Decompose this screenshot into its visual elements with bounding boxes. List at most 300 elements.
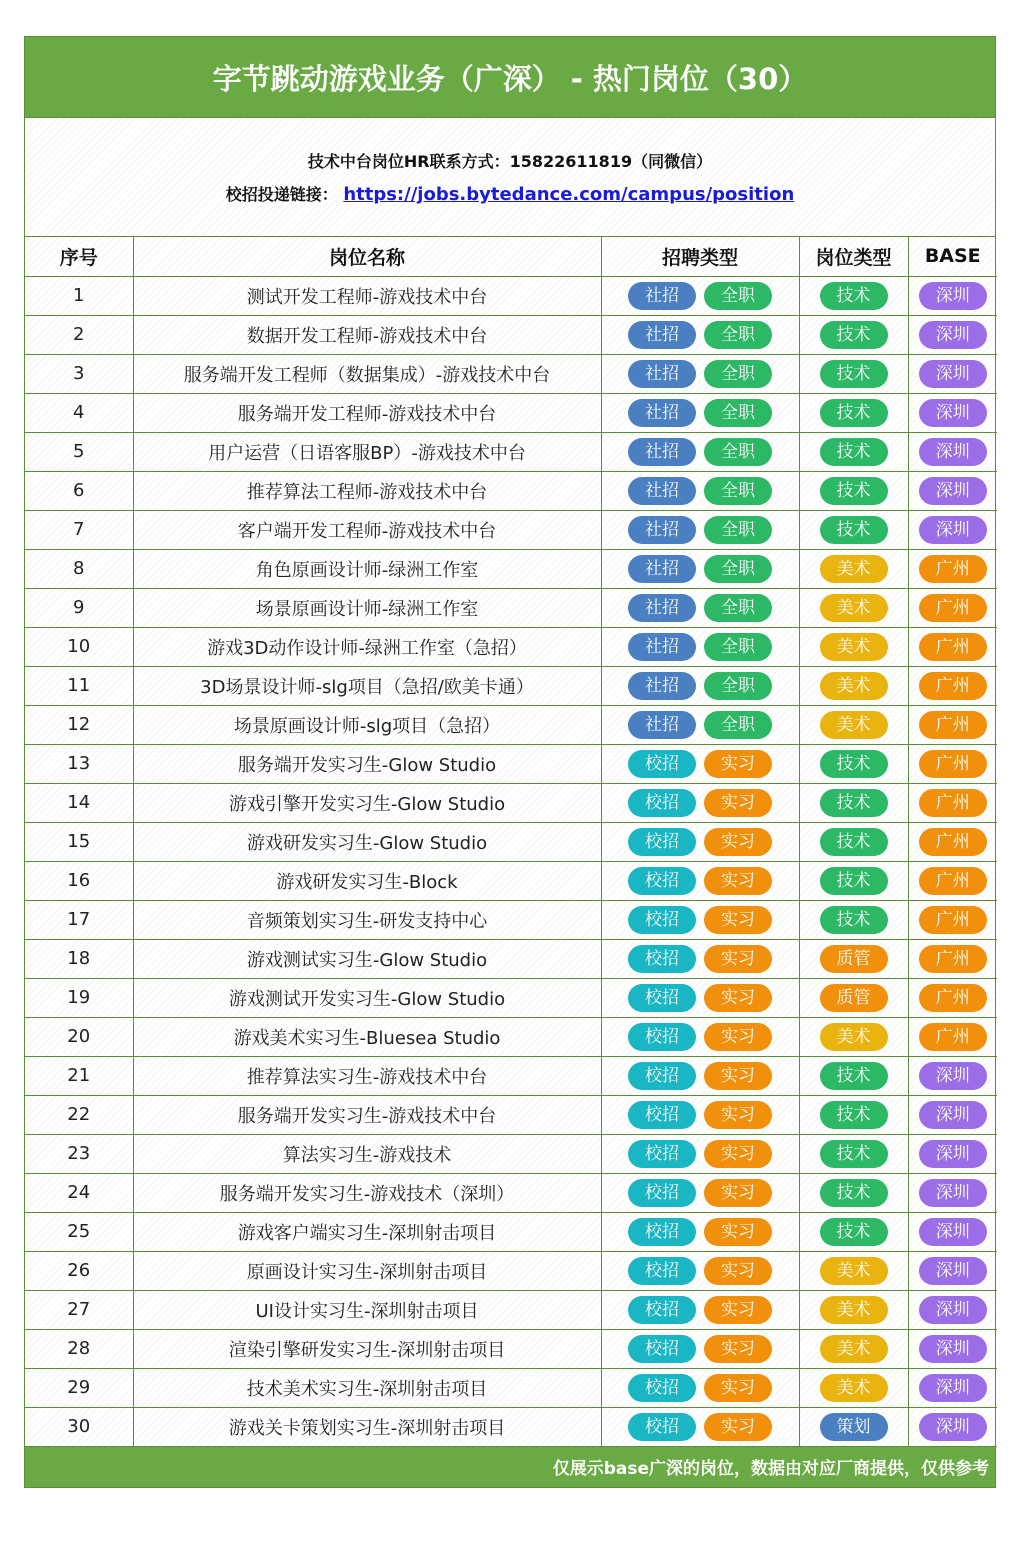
- recruit-cell: [601, 1173, 799, 1212]
- recruit-badge: 社招: [628, 282, 696, 310]
- category-badge: 技术: [820, 750, 888, 778]
- employment-type-badge: 全职: [704, 399, 772, 427]
- recruit-badge: 校招: [628, 1335, 696, 1363]
- table-row: [25, 432, 997, 471]
- base-cell: [908, 1017, 997, 1056]
- base-cell: [908, 393, 997, 432]
- row-number: 12: [25, 705, 133, 744]
- row-number: 30: [25, 1407, 133, 1446]
- row-number: 10: [25, 627, 133, 666]
- category-badge: 技术: [820, 360, 888, 388]
- category-cell: [799, 588, 908, 627]
- table-row: [25, 1017, 997, 1056]
- table-row: [25, 1095, 997, 1134]
- recruit-badge: 校招: [628, 1062, 696, 1090]
- category-cell: [799, 393, 908, 432]
- row-number: 20: [25, 1017, 133, 1056]
- base-badge: 广州: [919, 711, 987, 739]
- recruit-badge: 校招: [628, 750, 696, 778]
- base-cell: [908, 705, 997, 744]
- job-title: 客户端开发工程师-游戏技术中台: [133, 510, 601, 549]
- category-cell: [799, 822, 908, 861]
- base-badge: 深圳: [919, 477, 987, 505]
- category-badge: 技术: [820, 282, 888, 310]
- base-badge: 广州: [919, 633, 987, 661]
- employment-type-badge: 全职: [704, 555, 772, 583]
- base-cell: [908, 1134, 997, 1173]
- recruit-badge: 校招: [628, 1218, 696, 1246]
- employment-type-badge: 实习: [704, 1179, 772, 1207]
- job-title: 技术美术实习生-深圳射击项目: [133, 1368, 601, 1407]
- category-badge: 技术: [820, 906, 888, 934]
- table-row: [25, 549, 997, 588]
- recruit-cell: [601, 1290, 799, 1329]
- base-cell: [908, 432, 997, 471]
- base-badge: 广州: [919, 555, 987, 583]
- row-number: 24: [25, 1173, 133, 1212]
- recruit-badge: 校招: [628, 906, 696, 934]
- employment-type-badge: 全职: [704, 438, 772, 466]
- category-badge: 美术: [820, 1023, 888, 1051]
- base-badge: 广州: [919, 750, 987, 778]
- table-row: [25, 900, 997, 939]
- row-number: 2: [25, 315, 133, 354]
- category-badge: 技术: [820, 321, 888, 349]
- base-cell: [908, 900, 997, 939]
- base-badge: 广州: [919, 1023, 987, 1051]
- category-badge: 技术: [820, 828, 888, 856]
- recruit-cell: [601, 432, 799, 471]
- recruit-badge: 校招: [628, 789, 696, 817]
- recruit-cell: [601, 1407, 799, 1446]
- recruit-cell: [601, 1251, 799, 1290]
- row-number: 9: [25, 588, 133, 627]
- table-row: [25, 978, 997, 1017]
- recruit-cell: [601, 315, 799, 354]
- base-cell: [908, 354, 997, 393]
- employment-type-badge: 全职: [704, 633, 772, 661]
- row-number: 27: [25, 1290, 133, 1329]
- table-row: [25, 627, 997, 666]
- employment-type-badge: 实习: [704, 1413, 772, 1441]
- employment-type-badge: 全职: [704, 321, 772, 349]
- recruit-cell: [601, 666, 799, 705]
- row-number: 8: [25, 549, 133, 588]
- recruit-cell: [601, 900, 799, 939]
- base-cell: [908, 588, 997, 627]
- recruit-cell: [601, 783, 799, 822]
- row-number: 4: [25, 393, 133, 432]
- category-cell: [799, 1251, 908, 1290]
- row-number: 23: [25, 1134, 133, 1173]
- base-badge: 广州: [919, 906, 987, 934]
- category-badge: 美术: [820, 672, 888, 700]
- job-title: 用户运营（日语客服BP）-游戏技术中台: [133, 432, 601, 471]
- category-cell: [799, 315, 908, 354]
- base-badge: 深圳: [919, 360, 987, 388]
- employment-type-badge: 实习: [704, 1101, 772, 1129]
- base-badge: 广州: [919, 984, 987, 1012]
- recruit-cell: [601, 588, 799, 627]
- category-cell: [799, 471, 908, 510]
- base-badge: 广州: [919, 945, 987, 973]
- category-badge: 技术: [820, 438, 888, 466]
- category-cell: [799, 1134, 908, 1173]
- job-title: 游戏3D动作设计师-绿洲工作室（急招）: [133, 627, 601, 666]
- employment-type-badge: 全职: [704, 594, 772, 622]
- employment-type-badge: 全职: [704, 711, 772, 739]
- job-title: 算法实习生-游戏技术: [133, 1134, 601, 1173]
- table-row: [25, 1290, 997, 1329]
- row-number: 26: [25, 1251, 133, 1290]
- recruit-badge: 校招: [628, 1179, 696, 1207]
- recruit-badge: 校招: [628, 1257, 696, 1285]
- category-cell: [799, 276, 908, 315]
- base-cell: [908, 627, 997, 666]
- base-badge: 深圳: [919, 1179, 987, 1207]
- footer-note: 仅展示base广深的岗位，数据由对应厂商提供，仅供参考: [25, 1447, 995, 1487]
- job-title: 服务端开发工程师-游戏技术中台: [133, 393, 601, 432]
- recruit-badge: 校招: [628, 1023, 696, 1051]
- recruit-badge: 校招: [628, 1101, 696, 1129]
- employment-type-badge: 实习: [704, 789, 772, 817]
- employment-type-badge: 全职: [704, 282, 772, 310]
- employment-type-badge: 实习: [704, 828, 772, 856]
- table-header-row: [25, 237, 997, 276]
- recruit-badge: 校招: [628, 828, 696, 856]
- column-header-recruit-type: 招聘类型: [601, 237, 799, 276]
- base-badge: 深圳: [919, 1257, 987, 1285]
- job-title: 推荐算法工程师-游戏技术中台: [133, 471, 601, 510]
- category-badge: 美术: [820, 1335, 888, 1363]
- job-title: 游戏客户端实习生-深圳射击项目: [133, 1212, 601, 1251]
- base-cell: [908, 471, 997, 510]
- category-cell: [799, 1329, 908, 1368]
- base-cell: [908, 1212, 997, 1251]
- employment-type-badge: 实习: [704, 1023, 772, 1051]
- recruit-badge: 社招: [628, 516, 696, 544]
- recruit-cell: [601, 471, 799, 510]
- category-cell: [799, 1290, 908, 1329]
- category-badge: 技术: [820, 1218, 888, 1246]
- row-number: 3: [25, 354, 133, 393]
- table-row: [25, 783, 997, 822]
- page-title: 字节跳动游戏业务（广深） - 热门岗位（30）: [25, 37, 995, 118]
- category-cell: [799, 705, 908, 744]
- category-badge: 技术: [820, 867, 888, 895]
- base-badge: 广州: [919, 672, 987, 700]
- recruit-badge: 校招: [628, 1374, 696, 1402]
- recruit-cell: [601, 549, 799, 588]
- category-cell: [799, 744, 908, 783]
- job-title: 服务端开发工程师（数据集成）-游戏技术中台: [133, 354, 601, 393]
- base-badge: 深圳: [919, 1218, 987, 1246]
- employment-type-badge: 全职: [704, 672, 772, 700]
- row-number: 22: [25, 1095, 133, 1134]
- base-cell: [908, 1329, 997, 1368]
- table-row: [25, 1251, 997, 1290]
- base-cell: [908, 822, 997, 861]
- base-badge: 深圳: [919, 1296, 987, 1324]
- recruit-cell: [601, 1134, 799, 1173]
- recruit-cell: [601, 510, 799, 549]
- base-badge: 广州: [919, 789, 987, 817]
- recruit-badge: 校招: [628, 1413, 696, 1441]
- job-title: 游戏引擎开发实习生-Glow Studio: [133, 783, 601, 822]
- category-badge: 技术: [820, 789, 888, 817]
- contact-info: [25, 118, 995, 237]
- employment-type-badge: 实习: [704, 750, 772, 778]
- base-cell: [908, 1173, 997, 1212]
- recruit-badge: 校招: [628, 867, 696, 895]
- row-number: 25: [25, 1212, 133, 1251]
- campus-link-line: [226, 182, 795, 205]
- recruit-cell: [601, 354, 799, 393]
- category-badge: 技术: [820, 477, 888, 505]
- job-title: 角色原画设计师-绿洲工作室: [133, 549, 601, 588]
- base-badge: 深圳: [919, 399, 987, 427]
- table-row: [25, 1212, 997, 1251]
- table-row: [25, 939, 997, 978]
- category-badge: 美术: [820, 633, 888, 661]
- table-row: [25, 744, 997, 783]
- category-cell: [799, 900, 908, 939]
- job-title: 游戏关卡策划实习生-深圳射击项目: [133, 1407, 601, 1446]
- base-cell: [908, 315, 997, 354]
- recruit-cell: [601, 705, 799, 744]
- base-cell: [908, 1290, 997, 1329]
- base-cell: [908, 783, 997, 822]
- row-number: 13: [25, 744, 133, 783]
- base-cell: [908, 276, 997, 315]
- row-number: 18: [25, 939, 133, 978]
- table-row: [25, 471, 997, 510]
- category-cell: [799, 1173, 908, 1212]
- category-badge: 技术: [820, 1140, 888, 1168]
- category-cell: [799, 1368, 908, 1407]
- recruit-badge: 校招: [628, 1296, 696, 1324]
- recruit-badge: 社招: [628, 672, 696, 700]
- job-title: 游戏测试实习生-Glow Studio: [133, 939, 601, 978]
- recruit-badge: 社招: [628, 633, 696, 661]
- base-badge: 广州: [919, 828, 987, 856]
- category-badge: 质管: [820, 984, 888, 1012]
- column-header-no: 序号: [25, 237, 133, 276]
- job-title: 3D场景设计师-slg项目（急招/欧美卡通）: [133, 666, 601, 705]
- recruit-badge: 校招: [628, 1140, 696, 1168]
- column-header-title: 岗位名称: [133, 237, 601, 276]
- job-title: 测试开发工程师-游戏技术中台: [133, 276, 601, 315]
- base-cell: [908, 1407, 997, 1446]
- employment-type-badge: 全职: [704, 477, 772, 505]
- table-row: [25, 1056, 997, 1095]
- recruit-cell: [601, 1095, 799, 1134]
- category-badge: 技术: [820, 399, 888, 427]
- base-badge: 深圳: [919, 1374, 987, 1402]
- category-badge: 美术: [820, 711, 888, 739]
- category-cell: [799, 1407, 908, 1446]
- category-cell: [799, 1095, 908, 1134]
- table-row: [25, 1329, 997, 1368]
- recruit-badge: 社招: [628, 438, 696, 466]
- job-title: 渲染引擎研发实习生-深圳射击项目: [133, 1329, 601, 1368]
- recruit-badge: 校招: [628, 984, 696, 1012]
- recruit-badge: 社招: [628, 711, 696, 739]
- base-cell: [908, 1056, 997, 1095]
- job-title: 游戏测试开发实习生-Glow Studio: [133, 978, 601, 1017]
- row-number: 19: [25, 978, 133, 1017]
- job-title: 原画设计实习生-深圳射击项目: [133, 1251, 601, 1290]
- category-cell: [799, 861, 908, 900]
- job-table-sheet: [24, 36, 996, 1488]
- campus-link[interactable]: https://jobs.bytedance.com/campus/position: [343, 184, 795, 205]
- base-cell: [908, 939, 997, 978]
- base-badge: 深圳: [919, 1101, 987, 1129]
- base-cell: [908, 1368, 997, 1407]
- table-row: [25, 822, 997, 861]
- table-row: [25, 510, 997, 549]
- base-cell: [908, 510, 997, 549]
- category-cell: [799, 510, 908, 549]
- recruit-cell: [601, 1056, 799, 1095]
- recruit-cell: [601, 939, 799, 978]
- category-cell: [799, 1056, 908, 1095]
- employment-type-badge: 实习: [704, 1257, 772, 1285]
- recruit-badge: 社招: [628, 360, 696, 388]
- recruit-badge: 社招: [628, 594, 696, 622]
- job-title: 游戏研发实习生-Block: [133, 861, 601, 900]
- job-title: UI设计实习生-深圳射击项目: [133, 1290, 601, 1329]
- category-badge: 技术: [820, 1179, 888, 1207]
- recruit-cell: [601, 1329, 799, 1368]
- category-cell: [799, 1212, 908, 1251]
- row-number: 28: [25, 1329, 133, 1368]
- category-badge: 技术: [820, 1101, 888, 1129]
- recruit-cell: [601, 978, 799, 1017]
- category-cell: [799, 939, 908, 978]
- table-row: [25, 315, 997, 354]
- category-cell: [799, 978, 908, 1017]
- base-cell: [908, 1251, 997, 1290]
- category-cell: [799, 432, 908, 471]
- row-number: 21: [25, 1056, 133, 1095]
- base-cell: [908, 978, 997, 1017]
- job-title: 游戏美术实习生-Bluesea Studio: [133, 1017, 601, 1056]
- employment-type-badge: 实习: [704, 906, 772, 934]
- job-title: 游戏研发实习生-Glow Studio: [133, 822, 601, 861]
- job-table: [25, 237, 997, 1447]
- row-number: 1: [25, 276, 133, 315]
- recruit-cell: [601, 744, 799, 783]
- category-badge: 美术: [820, 1296, 888, 1324]
- recruit-cell: [601, 1368, 799, 1407]
- job-title: 服务端开发实习生-Glow Studio: [133, 744, 601, 783]
- recruit-badge: 社招: [628, 399, 696, 427]
- category-badge: 美术: [820, 1257, 888, 1285]
- job-title: 服务端开发实习生-游戏技术（深圳）: [133, 1173, 601, 1212]
- recruit-cell: [601, 861, 799, 900]
- job-title: 数据开发工程师-游戏技术中台: [133, 315, 601, 354]
- table-row: [25, 705, 997, 744]
- category-badge: 质管: [820, 945, 888, 973]
- base-cell: [908, 1095, 997, 1134]
- category-badge: 美术: [820, 555, 888, 583]
- base-cell: [908, 744, 997, 783]
- employment-type-badge: 实习: [704, 1062, 772, 1090]
- campus-link-label: 校招投递链接：: [225, 185, 338, 204]
- employment-type-badge: 实习: [704, 984, 772, 1012]
- base-badge: 深圳: [919, 1335, 987, 1363]
- table-row: [25, 1134, 997, 1173]
- row-number: 17: [25, 900, 133, 939]
- table-row: [25, 276, 997, 315]
- table-row: [25, 1173, 997, 1212]
- employment-type-badge: 实习: [704, 867, 772, 895]
- row-number: 5: [25, 432, 133, 471]
- recruit-cell: [601, 627, 799, 666]
- row-number: 15: [25, 822, 133, 861]
- base-cell: [908, 861, 997, 900]
- category-cell: [799, 1017, 908, 1056]
- employment-type-badge: 全职: [704, 516, 772, 544]
- table-row: [25, 666, 997, 705]
- table-row: [25, 861, 997, 900]
- category-cell: [799, 549, 908, 588]
- recruit-cell: [601, 393, 799, 432]
- base-badge: 广州: [919, 867, 987, 895]
- job-title: 场景原画设计师-slg项目（急招）: [133, 705, 601, 744]
- hr-contact-line: 技术中台岗位HR联系方式：15822611819（同微信）: [307, 152, 713, 171]
- row-number: 29: [25, 1368, 133, 1407]
- base-badge: 广州: [919, 594, 987, 622]
- employment-type-badge: 实习: [704, 1335, 772, 1363]
- recruit-cell: [601, 1017, 799, 1056]
- base-badge: 深圳: [919, 1413, 987, 1441]
- employment-type-badge: 实习: [704, 1296, 772, 1324]
- recruit-badge: 社招: [628, 555, 696, 583]
- table-row: [25, 588, 997, 627]
- category-cell: [799, 354, 908, 393]
- base-badge: 深圳: [919, 438, 987, 466]
- row-number: 16: [25, 861, 133, 900]
- category-badge: 美术: [820, 594, 888, 622]
- employment-type-badge: 实习: [704, 1140, 772, 1168]
- category-cell: [799, 627, 908, 666]
- base-badge: 深圳: [919, 1062, 987, 1090]
- recruit-cell: [601, 276, 799, 315]
- category-badge: 技术: [820, 1062, 888, 1090]
- base-badge: 深圳: [919, 282, 987, 310]
- column-header-job-category: 岗位类型: [799, 237, 908, 276]
- job-title: 服务端开发实习生-游戏技术中台: [133, 1095, 601, 1134]
- job-title: 音频策划实习生-研发支持中心: [133, 900, 601, 939]
- employment-type-badge: 实习: [704, 945, 772, 973]
- row-number: 11: [25, 666, 133, 705]
- base-badge: 深圳: [919, 516, 987, 544]
- recruit-cell: [601, 1212, 799, 1251]
- employment-type-badge: 实习: [704, 1218, 772, 1246]
- table-row: [25, 354, 997, 393]
- category-badge: 技术: [820, 516, 888, 544]
- job-title: 推荐算法实习生-游戏技术中台: [133, 1056, 601, 1095]
- recruit-cell: [601, 822, 799, 861]
- base-cell: [908, 549, 997, 588]
- employment-type-badge: 全职: [704, 360, 772, 388]
- recruit-badge: 社招: [628, 321, 696, 349]
- table-row: [25, 1368, 997, 1407]
- category-cell: [799, 783, 908, 822]
- row-number: 7: [25, 510, 133, 549]
